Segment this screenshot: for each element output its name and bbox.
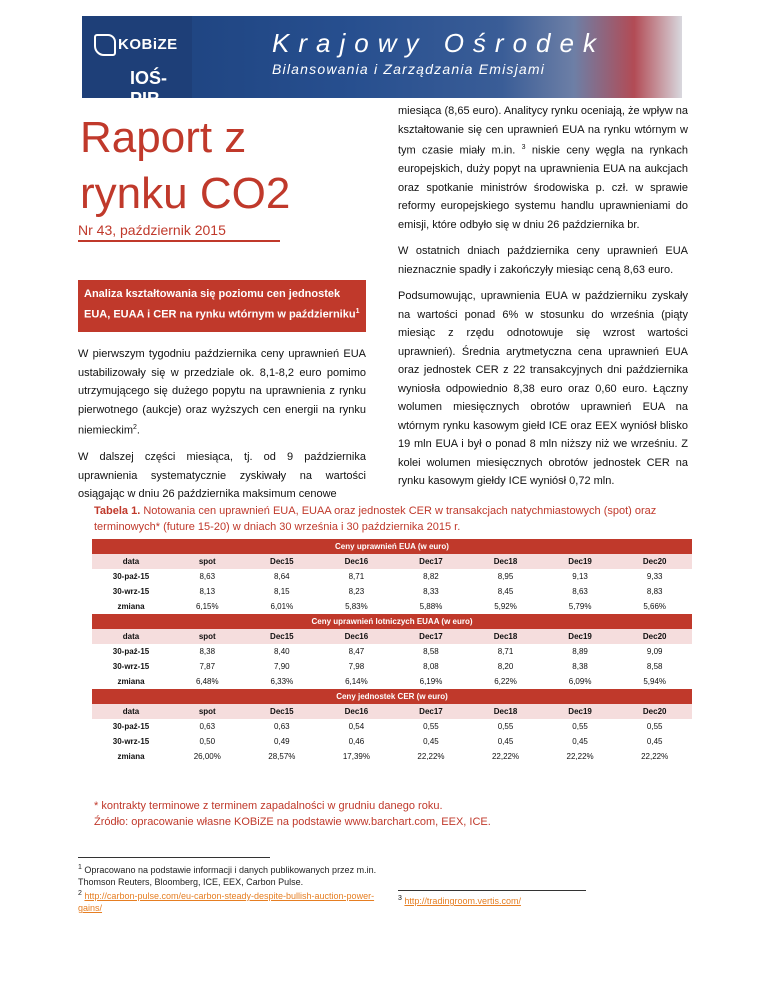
- logo-area: [82, 16, 192, 109]
- table-cell: 6,19%: [419, 677, 443, 686]
- table-cell: 0,45: [497, 737, 514, 746]
- table-cell: 22,22%: [566, 752, 594, 761]
- paragraph: W dalszej części miesiąca, tj. od 9 października uprawnienia systematycznie zyskiwały na wartości osiągając w dniu 26 października maksimum cenowe: [78, 451, 366, 501]
- footnote-3-link[interactable]: http://tradingroom.vertis.com/: [404, 896, 521, 906]
- paragraph: W pierwszym tygodniu października ceny uprawnień EUA ustabilizowały się w przedziale ok. 8,1-8,2 euro pomimo utrzymującego się dużego popytu na uprawnienia z rynku pierwotnego (aukcje) oraz wyższych cen energii na rynku niemieckim$^2$.: [78, 348, 366, 437]
- table-cell: Dec15: [245, 629, 320, 644]
- table-cell: Dec20: [617, 704, 692, 719]
- table-row: [92, 584, 692, 599]
- table-cell: zmiana: [117, 677, 145, 686]
- table-cell: 8,38: [199, 647, 216, 656]
- kobize-logo: [94, 34, 178, 56]
- section-title-cell: Ceny uprawnień EUA (w euro): [335, 542, 449, 551]
- table-row: [92, 659, 692, 674]
- table-cell: 30-wrz-15: [112, 737, 150, 746]
- table-cell: 0,63: [274, 722, 290, 731]
- paragraph-text: miesiąca (8,65 euro). Analitycy rynku oceniają, że wpływ na kształtowanie się cen uprawnień EUA na rynku wtórnym w tym czasie miały m.in.: [398, 105, 688, 157]
- table-cell: Dec17: [394, 704, 469, 719]
- footnote-1: [78, 862, 378, 888]
- table-cell: Dec16: [319, 704, 394, 719]
- table-cell: 6,01%: [270, 602, 294, 611]
- footnote-2: [78, 888, 378, 914]
- footnote-3-number: 3: [398, 895, 402, 902]
- section-heading-box: [78, 280, 366, 332]
- footnote-2-number: 2: [78, 890, 82, 897]
- table-cell: 9,13: [572, 572, 588, 581]
- table-cell: 8,20: [497, 662, 514, 671]
- table-cell: Dec16: [319, 554, 394, 569]
- table-cell: Dec17: [394, 554, 469, 569]
- table-cell: 5,83%: [345, 602, 368, 611]
- table-cell: 30-wrz-15: [112, 662, 150, 671]
- table-cell: 6,15%: [195, 602, 219, 611]
- table-cell: data: [92, 554, 170, 569]
- table-cell: 8,40: [274, 647, 290, 656]
- table-cell: Dec15: [245, 704, 320, 719]
- table-cell: 8,83: [646, 587, 663, 596]
- table-cell: Dec20: [617, 629, 692, 644]
- table-cell: 8,64: [274, 572, 290, 581]
- table-cell: 9,33: [646, 572, 663, 581]
- table-cell: 6,09%: [568, 677, 592, 686]
- table-cell: 8,58: [646, 662, 663, 671]
- table-row: [92, 644, 692, 659]
- table-caption-text: Notowania cen uprawnień EUA, EUAA oraz jednostek CER w transakcjach natychmiastowych (spot) oraz terminowych* (future 15-20) w dniach 30 września i 30 października 2015 r.: [94, 505, 657, 533]
- table-change-row: [92, 674, 692, 689]
- table-cell: 30-paź-15: [112, 647, 150, 656]
- table-cell: 28,57%: [268, 752, 296, 761]
- table-cell: 22,22%: [491, 752, 520, 761]
- note-futures: * kontrakty terminowe z terminem zapadalności w grudniu danego roku.: [94, 800, 443, 812]
- table-cell: 6,22%: [494, 677, 517, 686]
- table-cell: 8,15: [274, 587, 290, 596]
- table-cell: 0,55: [497, 722, 514, 731]
- table-change-row: [92, 599, 692, 614]
- footnote-1-number: 1: [78, 864, 82, 871]
- table-cell: 0,55: [423, 722, 439, 731]
- footnote-ref-3: 3: [521, 144, 526, 151]
- right-column: [398, 102, 688, 499]
- table-cell: 8,45: [497, 587, 514, 596]
- table-section-title: [92, 539, 692, 554]
- table-cell: data: [92, 629, 170, 644]
- table-cell: zmiana: [117, 752, 145, 761]
- table-cell: 7,90: [274, 662, 290, 671]
- footnote-divider: [398, 890, 586, 891]
- table-column-header: [92, 704, 692, 719]
- table-cell: 8,08: [423, 662, 439, 671]
- header-subtitle: Bilansowania i Zarządzania Emisjami: [272, 61, 546, 77]
- table-cell: 17,39%: [342, 752, 370, 761]
- table-cell: 8,23: [348, 587, 365, 596]
- table-column-header: [92, 629, 692, 644]
- table-cell: Dec18: [468, 629, 543, 644]
- section-heading: Analiza kształtowania się poziomu cen jednostek EUA, EUAA i CER na rynku wtórnym w październiku: [84, 288, 356, 321]
- table-cell: Dec17: [394, 629, 469, 644]
- poland-map-icon: [94, 34, 116, 56]
- paragraph: [398, 102, 688, 234]
- table-cell: Dec16: [319, 629, 394, 644]
- footnote-ref-2: 2: [133, 424, 137, 431]
- footnote-ref-1: 1: [355, 308, 360, 315]
- table-cell: zmiana: [117, 602, 145, 611]
- table-section-title: [92, 689, 692, 704]
- table-cell: 5,94%: [643, 677, 667, 686]
- section-title-cell: Ceny jednostek CER (w euro): [336, 692, 448, 701]
- table-cell: 0,45: [646, 737, 663, 746]
- table-cell: Dec19: [543, 704, 618, 719]
- table-cell: 0,46: [348, 737, 365, 746]
- table-cell: 0,50: [199, 737, 216, 746]
- table-cell: 8,47: [348, 647, 365, 656]
- table-cell: Dec19: [543, 629, 618, 644]
- table-notes: [94, 798, 491, 830]
- footnote-2-link[interactable]: http://carbon-pulse.com/eu-carbon-steady-despite-bullish-auction-power-gains/: [78, 891, 375, 913]
- table-cell: spot: [170, 554, 245, 569]
- table-cell: 8,63: [572, 587, 588, 596]
- table-cell: 8,95: [497, 572, 514, 581]
- table-column-header: [92, 554, 692, 569]
- table-cell: 5,79%: [568, 602, 592, 611]
- footnote-1-text: Opracowano na podstawie informacji i danych publikowanych przez m.in. Thomson Reuters, Bloomberg, ICE, EEX, Carbon Pulse.: [78, 865, 377, 887]
- header-title: Krajowy Ośrodek: [272, 28, 605, 58]
- table-row: [92, 569, 692, 584]
- table-cell: Dec15: [245, 554, 320, 569]
- table-cell: Dec18: [468, 704, 543, 719]
- table-cell: 8,82: [423, 572, 439, 581]
- table-cell: spot: [170, 704, 245, 719]
- footnote-3: [398, 895, 521, 906]
- table-cell: 30-paź-15: [112, 722, 150, 731]
- table-cell: 9,09: [646, 647, 663, 656]
- table-cell: 0,45: [423, 737, 439, 746]
- table-cell: 8,63: [199, 572, 216, 581]
- table-section-title: [92, 614, 692, 629]
- table-cell: 5,66%: [643, 602, 667, 611]
- table-cell: 8,89: [572, 647, 588, 656]
- table-cell: 8,33: [423, 587, 439, 596]
- price-table: [92, 539, 692, 764]
- table-cell: Dec19: [543, 554, 618, 569]
- ios-pib-logo: IOŚ-PIB: [130, 68, 168, 109]
- table-cell: 7,87: [199, 662, 216, 671]
- kobize-logo-text: KOBiZE: [118, 35, 178, 53]
- table-cell: Dec20: [617, 554, 692, 569]
- table-cell: Dec18: [468, 554, 543, 569]
- table-cell: data: [92, 704, 170, 719]
- issue-number: Nr 43, październik 2015: [78, 222, 280, 242]
- table-cell: 0,55: [646, 722, 663, 731]
- table-cell: 8,71: [497, 647, 514, 656]
- table-cell: 0,63: [199, 722, 216, 731]
- note-source: Źródło: opracowanie własne KOBiZE na podstawie www.barchart.com, EEX, ICE.: [94, 816, 491, 828]
- footnotes-left: [78, 862, 378, 914]
- table-cell: 5,92%: [494, 602, 517, 611]
- paragraph-text: W pierwszym tygodniu października ceny uprawnień EUA ustabilizowały się w przedziale ok. 8,1-8,2 euro pomimo utrzymującego się dużego popytu na uprawnienia z rynku pierwotnego (aukcje) oraz wyższych cen energii na rynku niemieckim: [78, 348, 366, 437]
- table-caption: [94, 503, 694, 535]
- table-cell: 8,58: [423, 647, 439, 656]
- table-cell: 0,45: [572, 737, 588, 746]
- table-cell: 22,22%: [417, 752, 445, 761]
- table-cell: 6,33%: [270, 677, 294, 686]
- table-cell: 8,13: [199, 587, 216, 596]
- table-cell: 6,48%: [195, 677, 219, 686]
- table-row: [92, 734, 692, 749]
- table-cell: 22,22%: [641, 752, 669, 761]
- table-cell: 8,38: [572, 662, 588, 671]
- table-cell: 6,14%: [345, 677, 368, 686]
- table-cell: spot: [170, 629, 245, 644]
- section-title-cell: Ceny uprawnień lotniczych EUAA (w euro): [311, 617, 473, 626]
- table-caption-label: Tabela 1.: [94, 505, 141, 517]
- paragraph-text: niskie ceny węgla na rynkach europejskich, duży popyt na uprawnienia EUA na aukcjach oraz spotkanie ministrów środowiska p. czł. w sprawie reformy europejskiego systemu handlu uprawnieniami do emisji, które odbyło się w dniu 26 października br.: [398, 144, 689, 231]
- table-cell: 0,54: [348, 722, 365, 731]
- table-cell: 26,00%: [193, 752, 221, 761]
- table-cell: 30-paź-15: [112, 572, 150, 581]
- table-change-row: [92, 749, 692, 764]
- paragraph: W ostatnich dniach października ceny uprawnień EUA nieznacznie spadły i zakończyły miesiąc ceną 8,63 euro.: [398, 245, 688, 276]
- table-cell: 30-wrz-15: [112, 587, 150, 596]
- table-cell: 5,88%: [419, 602, 443, 611]
- footnote-divider: [78, 857, 270, 858]
- table-cell: 0,49: [274, 737, 290, 746]
- table-cell: 7,98: [348, 662, 365, 671]
- left-column: [78, 345, 366, 512]
- table-cell: 0,55: [572, 722, 588, 731]
- paragraph: Podsumowując, uprawnienia EUA w październiku zyskały na wartości ponad 6% w stosunku do września (piąty miesiąc z rzędu odnotowuje się wzrost wartości uprawnień). Średnia arytmetyczna cena uprawnień EUA oraz jednostek CER z 22 transakcyjnych dni października wyniosła odpowiednio 8,38 euro oraz 0,60 euro. Łączny wolumen miesięcznych obrotów uprawnień EUA na wtórnym rynku kasowym giełd ICE oraz EEX wyniósł blisko 19 mln EUA i był o ponad 8 mln niższy niż we wrześniu. Z kolei wolumen miesięcznych obrotów jednostek CER na rynku kasowym giełdy ICE wyniósł 0,72 mln.: [398, 290, 688, 488]
- header-banner: [82, 16, 682, 109]
- report-title: Raport z rynku CO2: [80, 113, 291, 218]
- table-cell: 8,71: [348, 572, 365, 581]
- table-row: [92, 719, 692, 734]
